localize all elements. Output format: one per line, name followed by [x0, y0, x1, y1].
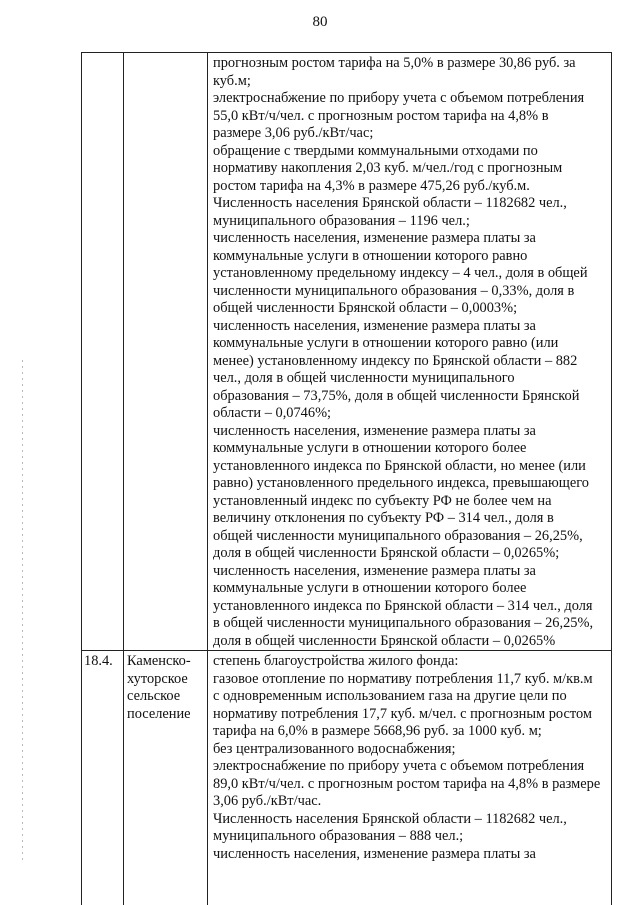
row-number: 18.4.: [84, 653, 113, 669]
description-line: коммунальные услуги в отношении которого равно (или: [213, 335, 559, 351]
description-line: чел., доля в общей численности муниципального: [213, 370, 515, 386]
description-line: степень благоустройства жилого фонда:: [213, 653, 459, 669]
description-line: доля в общей численности Брянской области – 0,0265%: [213, 632, 556, 649]
table-row: [82, 53, 612, 651]
municipality-name-line: хуторское: [127, 670, 188, 687]
description-line: коммунальные услуги в отношении которого более: [213, 580, 527, 596]
description-line: установленного индекса по Брянской области, но менее (или: [213, 457, 586, 474]
description-cell: [208, 53, 612, 651]
description-line: ростом тарифа на 4,3% в размере 475,26 руб./куб.м.: [213, 177, 530, 194]
description-line: Численность населения Брянской области – 1182682 чел.,: [213, 810, 567, 827]
description-line: 89,0 кВт/ч/чел. с прогнозным ростом тарифа на 4,8% в размере: [213, 775, 601, 792]
description-line: Численность населения Брянской области – 1182682 чел.,: [213, 195, 567, 211]
row-number-cell: [82, 651, 124, 905]
description-line: размере 3,06 руб./кВт/час;: [213, 125, 374, 141]
description-line: общей численности Брянской области – 0,0003%;: [213, 300, 518, 316]
description-line: величину отклонения по субъекту РФ – 314 чел., доля в: [213, 510, 554, 526]
description-line: доля в общей численности Брянской области – 0,0265%;: [213, 545, 560, 561]
municipality-name-cell: [124, 53, 208, 651]
description-line: муниципального образования – 888 чел.;: [213, 828, 464, 844]
description-line: тарифа на 6,0% в размере 5668,96 руб. за 1000 куб. м;: [213, 723, 542, 739]
description-line: численность населения, изменение размера платы за: [213, 317, 536, 334]
description-line: нормативу потребления 17,7 куб. м/чел. с прогнозным ростом: [213, 705, 592, 722]
description-line: численность населения, изменение размера платы за: [213, 422, 536, 439]
description-line: образования – 73,75%, доля в общей численности Брянской: [213, 387, 580, 404]
description-line: установленный индекс по субъекту РФ не более чем на: [213, 492, 552, 509]
description-line: 55,0 кВт/ч/чел. с прогнозным ростом тарифа на 4,8% в: [213, 107, 549, 124]
description-line: электроснабжение по прибору учета с объемом потребления: [213, 90, 585, 106]
municipality-name-line: Каменско-: [127, 653, 191, 669]
municipality-name-line: сельское: [127, 688, 181, 704]
description-line: менее) установленному индексу по Брянской области – 882: [213, 352, 578, 369]
description-line: установленного индекса по Брянской области – 314 чел., доля: [213, 597, 593, 614]
description-line: с одновременным использованием газа на другие цели по: [213, 688, 567, 704]
description-line: обращение с твердыми коммунальными отходами по: [213, 142, 538, 159]
description-line: прогнозным ростом тарифа на 5,0% в размере 30,86 руб. за: [213, 55, 576, 71]
description-line: электроснабжение по прибору учета с объемом потребления: [213, 758, 585, 774]
description-line: без централизованного водоснабжения;: [213, 740, 456, 757]
margin-mark: [22, 360, 23, 860]
table-row: [82, 651, 612, 905]
description-line: куб.м;: [213, 72, 251, 89]
municipality-name-line: поселение: [127, 705, 191, 722]
description-line: установленному предельному индексу – 4 чел., доля в общей: [213, 265, 588, 281]
description-line: численность населения, изменение размера платы за: [213, 845, 536, 862]
municipality-name-cell: [124, 651, 208, 905]
description-line: коммунальные услуги в отношении которого более: [213, 440, 527, 456]
description-line: в общей численности муниципального образования – 26,25%,: [213, 615, 594, 631]
description-line: численность населения, изменение размера платы за: [213, 562, 536, 579]
description-line: 3,06 руб./кВт/час.: [213, 793, 322, 809]
description-line: газовое отопление по нормативу потребления 11,7 куб. м/кв.м: [213, 670, 593, 687]
page-number: 80: [312, 14, 328, 30]
document-table: [81, 52, 612, 905]
description-line: коммунальные услуги в отношении которого равно: [213, 247, 528, 264]
row-number-cell: [82, 53, 124, 651]
description-line: муниципального образования – 1196 чел.;: [213, 212, 470, 229]
description-line: численность населения, изменение размера платы за: [213, 230, 536, 246]
description-line: области – 0,0746%;: [213, 405, 332, 421]
description-cell: [208, 651, 612, 905]
description-line: численности муниципального образования – 0,33%, доля в: [213, 282, 575, 299]
description-line: общей численности муниципального образования – 26,25%,: [213, 527, 583, 544]
description-line: нормативу накопления 2,03 куб. м/чел./год с прогнозным: [213, 160, 563, 176]
description-line: равно) установленного предельного индекса, превышающего: [213, 475, 589, 491]
